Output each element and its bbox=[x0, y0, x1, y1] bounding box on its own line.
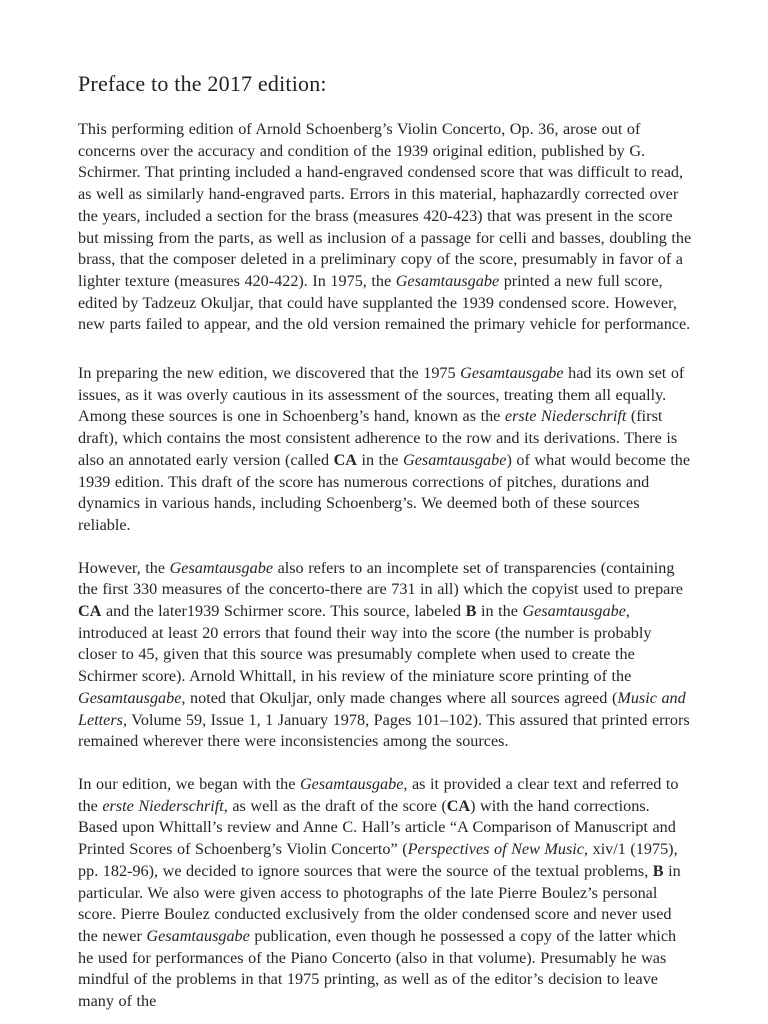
text-run: in the bbox=[476, 602, 523, 621]
bold-text-run: B bbox=[465, 602, 477, 621]
text-run: in the bbox=[357, 450, 404, 469]
paragraph-3 bbox=[78, 558, 692, 753]
bold-text-run: CA bbox=[333, 450, 357, 469]
text-run: In our edition, we began with the bbox=[78, 774, 300, 793]
italic-text-run: Gesamtausgabe bbox=[522, 602, 626, 621]
text-run: printed a new full score, edited by Tadzeuz Okuljar, that could have supplanted the 1939 condensed score. However, new parts failed to appear, and the old version remained the primary vehicle for performance. bbox=[78, 271, 691, 334]
text-run: (first draft), which contains the most consistent adherence to the row and its derivations. There is also an annotated early version (called bbox=[78, 407, 678, 469]
page-title: Preface to the 2017 edition: bbox=[78, 71, 327, 96]
text-run: publication, even though he possessed a copy of the latter which he used for performances of the Piano Concerto (also in that volume). Presumably he was mindful of the problems in that 1975 printing, as well as of the editor’s decision to leave many of the bbox=[78, 926, 677, 1011]
text-run: In preparing the new edition, we discovered that the 1975 bbox=[78, 364, 461, 383]
text-run: ) of what would become the 1939 edition. This draft of the score has numerous corrections of pitches, durations and dynamics in various hands, including Schoenberg’s. We deemed both of these sources reliable. bbox=[78, 450, 691, 534]
italic-text-run: erste Niederschrift bbox=[504, 407, 627, 426]
text-run: , introduced at least 20 errors that found their way into the score (the number is probably closer to 45, given that this source was presumably complete when used to create the Schirmer score). Arnold Whittall, in his review of the miniature score printing of the bbox=[78, 602, 652, 686]
text-run: , noted that Okuljar, only made changes where all sources agreed ( bbox=[181, 688, 618, 707]
italic-text-run: Gesamtausgabe bbox=[403, 450, 507, 469]
document-content bbox=[78, 70, 692, 1024]
text-run: , as it provided a clear text and referred to the bbox=[78, 774, 679, 815]
text-run: , xiv/1 (1975), pp. 182-96), we decided to ignore sources that were the source of the textual problems, bbox=[78, 840, 678, 880]
text-run: and the later1939 Schirmer score. This source, labeled bbox=[101, 602, 466, 621]
document-body bbox=[78, 119, 692, 1013]
text-run: However, the bbox=[78, 558, 170, 577]
italic-text-run: Gesamtausgabe bbox=[299, 774, 404, 793]
italic-text-run: Music and Letters bbox=[78, 688, 686, 729]
italic-text-run: Perspectives of New Music bbox=[407, 840, 584, 859]
paragraph-2 bbox=[78, 363, 692, 537]
text-run: This performing edition of Arnold Schoenberg’s Violin Concerto, Op. 36, arose out of concerns over the accuracy and condition of the 1939 original edition, published by G. Schirmer. That printing included a hand-engraved condensed score that was difficult to read, as well as similarly hand-engraved parts. Errors in this material, haphazardly corrected over the years, included a section for the brass (measures 420-423) that was present in the score but missing from the parts, as well as inclusion of a passage for celli and basses, doubling the brass, that the composer deleted in a preliminary copy of the score, presumably in favor of a lighter texture (measures 420-422). In 1975, the bbox=[78, 120, 692, 290]
text-run: ) with the hand corrections. Based upon Whittall’s review and Anne C. Hall’s article “A Comparison of Manuscript and Printed Scores of Schoenberg’s Violin Concerto” ( bbox=[78, 796, 676, 859]
italic-text-run: erste Niederschrift bbox=[102, 796, 224, 815]
paragraph-4 bbox=[78, 774, 692, 1013]
italic-text-run: Gesamtausgabe bbox=[169, 558, 274, 577]
italic-text-run: Gesamtausgabe bbox=[395, 271, 500, 290]
bold-text-run: B bbox=[652, 861, 664, 880]
paragraph-1 bbox=[78, 119, 692, 336]
bold-text-run: CA bbox=[446, 796, 471, 815]
text-run: had its own set of issues, as it was overly cautious in its assessment of the sources, treating them all equally. Among these sources is one in Schoenberg’s hand, known as the bbox=[78, 364, 685, 426]
text-run: , as well as the draft of the score ( bbox=[223, 796, 447, 815]
text-run: in particular. We also were given access to photographs of the late Pierre Boulez’s personal score. Pierre Boulez conducted exclusively from the older condensed score and never used the newer bbox=[78, 861, 681, 945]
bold-text-run: CA bbox=[78, 602, 102, 621]
italic-text-run: Gesamtausgabe bbox=[78, 688, 182, 707]
italic-text-run: Gesamtausgabe bbox=[146, 926, 250, 945]
text-run: also refers to an incomplete set of transparencies (containing the first 330 measures of the concerto-there are 731 in all) which the copyist used to prepare bbox=[78, 558, 683, 599]
text-run: , Volume 59, Issue 1, 1 January 1978, Pages 101–102). This assured that printed errors remained wherever there were inconsistencies among the sources. bbox=[78, 710, 690, 751]
italic-text-run: Gesamtausgabe bbox=[460, 364, 564, 383]
